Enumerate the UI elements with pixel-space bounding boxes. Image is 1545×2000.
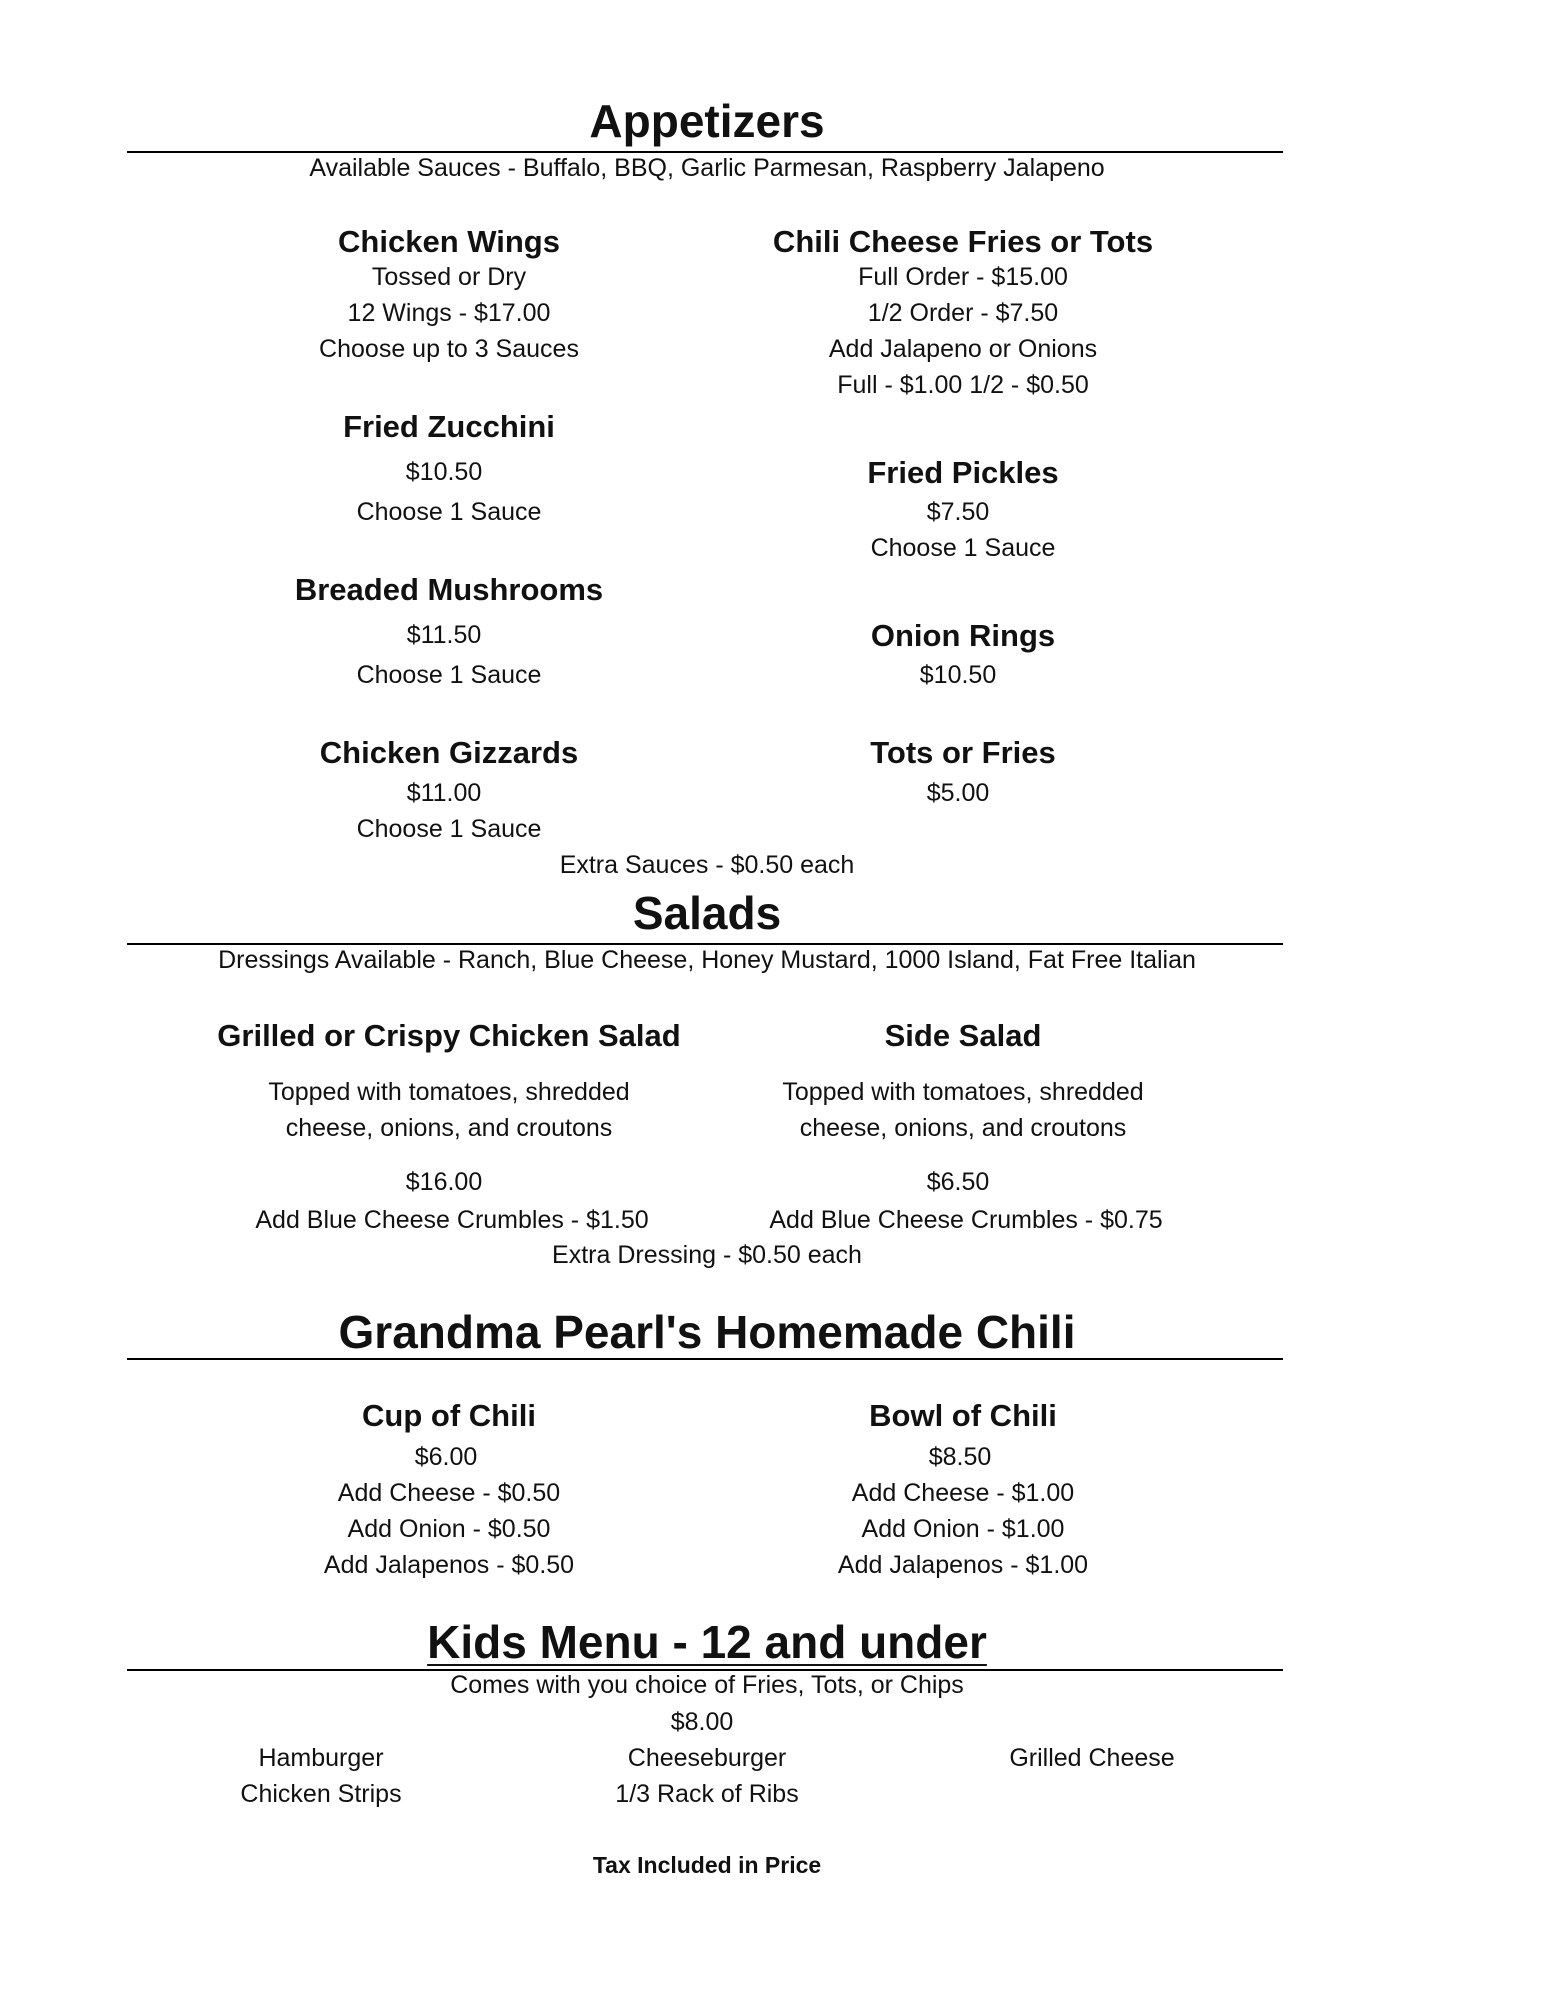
- chicken-gizzards-price: $11.00: [406, 779, 482, 807]
- cup-of-chili-line: Add Onion - $0.50: [347, 1515, 551, 1543]
- salads-divider: [127, 943, 1283, 945]
- chili-fries-name: Chili Cheese Fries or Tots: [772, 224, 1154, 259]
- chicken-salad-desc: Topped with tomatoes, shredded: [268, 1078, 630, 1106]
- side-salad-addon: Add Blue Cheese Crumbles - $0.75: [769, 1206, 1163, 1234]
- fried-pickles-name: Fried Pickles: [867, 455, 1059, 490]
- kids-menu-price: $8.00: [670, 1708, 734, 1736]
- tots-fries-price: $5.00: [926, 779, 990, 807]
- tax-note: Tax Included in Price: [592, 1852, 822, 1878]
- salads-title: Salads: [632, 887, 782, 939]
- breaded-mushrooms-name: Breaded Mushrooms: [294, 572, 604, 607]
- salads-subtitle: Dressings Available - Ranch, Blue Cheese, Honey Mustard, 1000 Island, Fat Free Italian: [218, 946, 1196, 974]
- bowl-of-chili-name: Bowl of Chili: [869, 1398, 1057, 1433]
- side-salad-price: $6.50: [926, 1168, 990, 1196]
- fried-zucchini-name: Fried Zucchini: [343, 409, 555, 444]
- fried-pickles-price: $7.50: [926, 498, 990, 526]
- onion-rings-price: $10.50: [919, 661, 997, 689]
- bowl-of-chili-line: $8.50: [928, 1443, 992, 1471]
- chicken-wings-line: Choose up to 3 Sauces: [319, 335, 579, 363]
- chicken-gizzards-name: Chicken Gizzards: [319, 735, 579, 770]
- side-salad-desc: Topped with tomatoes, shredded: [782, 1078, 1144, 1106]
- appetizers-subtitle: Available Sauces - Buffalo, BBQ, Garlic Parmesan, Raspberry Jalapeno: [309, 154, 1105, 182]
- chili-title: Grandma Pearl's Homemade Chili: [338, 1306, 1076, 1358]
- bowl-of-chili-line: Add Jalapenos - $1.00: [837, 1551, 1089, 1579]
- chili-fries-line: Full - $1.00 1/2 - $0.50: [837, 371, 1089, 399]
- tots-fries-name: Tots or Fries: [870, 735, 1056, 770]
- chicken-wings-line: Tossed or Dry: [371, 263, 527, 291]
- side-salad-desc: cheese, onions, and croutons: [799, 1114, 1127, 1142]
- chicken-salad-name: Grilled or Crispy Chicken Salad: [217, 1018, 681, 1053]
- side-salad-name: Side Salad: [884, 1018, 1042, 1053]
- cup-of-chili-line: Add Cheese - $0.50: [337, 1479, 561, 1507]
- kids-menu-subtitle: Comes with you choice of Fries, Tots, or Chips: [450, 1671, 964, 1699]
- chicken-gizzards-note: Choose 1 Sauce: [356, 815, 542, 843]
- extra-dressing-note: Extra Dressing - $0.50 each: [552, 1241, 862, 1269]
- bowl-of-chili-line: Add Onion - $1.00: [861, 1515, 1065, 1543]
- fried-zucchini-price: $10.50: [405, 458, 483, 486]
- chicken-wings-line: 12 Wings - $17.00: [347, 299, 551, 327]
- fried-zucchini-note: Choose 1 Sauce: [356, 498, 542, 526]
- appetizers-title: Appetizers: [589, 95, 825, 147]
- chicken-salad-addon: Add Blue Cheese Crumbles - $1.50: [255, 1206, 649, 1234]
- chili-fries-line: 1/2 Order - $7.50: [867, 299, 1059, 327]
- cup-of-chili-name: Cup of Chili: [362, 1398, 536, 1433]
- kids-menu-item: Chicken Strips: [240, 1780, 402, 1808]
- cup-of-chili-line: $6.00: [414, 1443, 478, 1471]
- cup-of-chili-line: Add Jalapenos - $0.50: [323, 1551, 575, 1579]
- kids-menu-item: Hamburger: [258, 1744, 384, 1772]
- onion-rings-name: Onion Rings: [870, 618, 1056, 653]
- chicken-wings-name: Chicken Wings: [338, 224, 560, 259]
- fried-pickles-note: Choose 1 Sauce: [870, 534, 1056, 562]
- breaded-mushrooms-price: $11.50: [406, 621, 482, 649]
- kids-menu-item: Cheeseburger: [627, 1744, 787, 1772]
- chili-divider: [127, 1358, 1283, 1360]
- kids-menu-item: Grilled Cheese: [1009, 1744, 1175, 1772]
- bowl-of-chili-line: Add Cheese - $1.00: [851, 1479, 1075, 1507]
- appetizers-divider: [127, 151, 1283, 153]
- extra-sauces-note: Extra Sauces - $0.50 each: [559, 851, 855, 879]
- kids-menu-item: 1/3 Rack of Ribs: [615, 1780, 799, 1808]
- chicken-salad-desc: cheese, onions, and croutons: [285, 1114, 613, 1142]
- chili-fries-line: Add Jalapeno or Onions: [828, 335, 1098, 363]
- kids-menu-title: Kids Menu - 12 and under: [427, 1616, 987, 1668]
- breaded-mushrooms-note: Choose 1 Sauce: [356, 661, 542, 689]
- chili-fries-line: Full Order - $15.00: [858, 263, 1068, 291]
- chicken-salad-price: $16.00: [405, 1168, 483, 1196]
